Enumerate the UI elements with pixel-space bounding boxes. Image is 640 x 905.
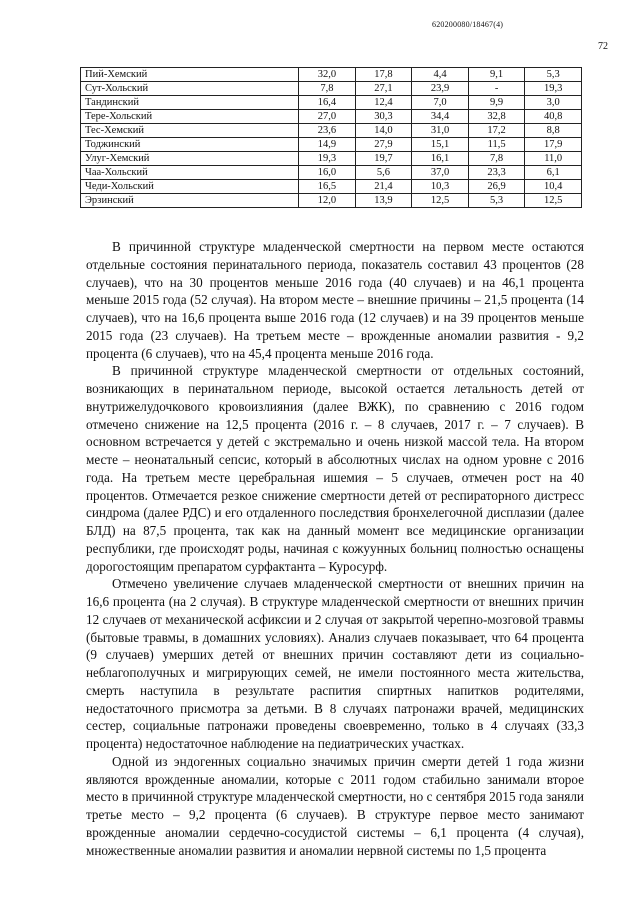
paragraph-4: Одной из эндогенных социально значимых причин смерти детей 1 года жизни являются врожденные аномалии, которые с 2011 годом стабильно занимали второе место в причинной структуре младенческой смертности, но с сентября 2015 года заняли третье место – 9,2 процента (6 случаев). В структуре первое место занимают врожденные аномалии сердечно-сосудистой системы – 6,1 процента (4 случая), множественные аномалии развития и аномалии нервной системы по 1,5 процента <box>86 753 584 858</box>
value-cell: 13,9 <box>355 194 412 208</box>
district-name-cell: Эрзинский <box>81 194 299 208</box>
value-cell: 8,8 <box>525 124 582 138</box>
value-cell: 19,3 <box>299 152 356 166</box>
table-row <box>81 68 582 82</box>
district-name-cell: Чаа-Хольский <box>81 166 299 180</box>
table-row <box>81 124 582 138</box>
table-row <box>81 180 582 194</box>
value-cell: 12,5 <box>525 194 582 208</box>
value-cell: 19,7 <box>355 152 412 166</box>
table-row <box>81 96 582 110</box>
value-cell: 16,4 <box>299 96 356 110</box>
value-cell: 7,8 <box>468 152 525 166</box>
value-cell: 12,5 <box>412 194 469 208</box>
table-row <box>81 152 582 166</box>
district-name-cell: Тоджинский <box>81 138 299 152</box>
value-cell: 32,8 <box>468 110 525 124</box>
value-cell: 15,1 <box>412 138 469 152</box>
value-cell: 11,5 <box>468 138 525 152</box>
table-row <box>81 138 582 152</box>
value-cell: 10,3 <box>412 180 469 194</box>
value-cell: 21,4 <box>355 180 412 194</box>
value-cell: 3,0 <box>525 96 582 110</box>
value-cell: 9,9 <box>468 96 525 110</box>
table-body <box>81 68 582 208</box>
value-cell: 7,0 <box>412 96 469 110</box>
value-cell: 27,1 <box>355 82 412 96</box>
district-name-cell: Сут-Хольский <box>81 82 299 96</box>
value-cell: 26,9 <box>468 180 525 194</box>
district-name-cell: Улуг-Хемский <box>81 152 299 166</box>
table-row <box>81 110 582 124</box>
document-id: 620200080/18467(4) <box>432 20 504 29</box>
value-cell: 23,9 <box>412 82 469 96</box>
value-cell: 10,4 <box>525 180 582 194</box>
value-cell: 17,2 <box>468 124 525 138</box>
table-row <box>81 194 582 208</box>
value-cell: 12,4 <box>355 96 412 110</box>
page-number: 72 <box>598 41 608 52</box>
value-cell: 19,3 <box>525 82 582 96</box>
value-cell: 7,8 <box>299 82 356 96</box>
value-cell: 23,3 <box>468 166 525 180</box>
district-name-cell: Тес-Хемский <box>81 124 299 138</box>
district-name-cell: Пий-Хемский <box>81 68 299 82</box>
district-name-cell: Тере-Хольский <box>81 110 299 124</box>
body-text <box>86 238 584 859</box>
value-cell: 16,1 <box>412 152 469 166</box>
paragraph-2: В причинной структуре младенческой смертности от отдельных состояний, возникающих в перинатальном периоде, высокой остается летальность детей от внутрижелудочкового кровоизлияния (далее ВЖК), по сравнению с 2016 годом отмечено снижение на 12,5 процента (2016 г. – 8 случаев, 2017 г. – 7 случаев). В основном встречается у детей с экстремально и очень низкой массой тела. На втором месте – неонатальный сепсис, который в абсолютных числах на одном уровне с 2016 года. На третьем месте церебральная ишемия – 5 случаев, отмечен рост на 40 процентов. Отмечается резкое снижение смертности детей от респираторного дистресс синдрома (далее РДС) и его отдаленного последствия бронхелегочной дисплазии (далее БЛД) на 87,5 процента, так как на данный момент все медицинские организации республики, где происходят роды, начиная с кожуунных больниц полностью оснащены дорогостоящим препаратом сурфактанта – Куросурф. <box>86 363 584 574</box>
value-cell: 4,4 <box>412 68 469 82</box>
value-cell: 9,1 <box>468 68 525 82</box>
value-cell: 17,8 <box>355 68 412 82</box>
value-cell: 17,9 <box>525 138 582 152</box>
value-cell: 14,0 <box>355 124 412 138</box>
value-cell: 11,0 <box>525 152 582 166</box>
value-cell: 30,3 <box>355 110 412 124</box>
paragraph-1: В причинной структуре младенческой смертности на первом месте остаются отдельные состояния перинатального периода, показатель составил 43 процентов (28 случаев), что на 30 процентов меньше 2016 года (40 случаев) и на 46,1 процента меньше 2015 года (52 случая). На втором месте – внешние причины – 21,5 процента (14 случаев), что на 16,6 процента выше 2016 года (12 случаев) и на 39 процентов меньше 2015 года (23 случаев). На третьем месте – врожденные аномалии развития - 9,2 процента (6 случаев), что на 45,4 процента меньше 2016 года. <box>86 239 584 361</box>
value-cell: 37,0 <box>412 166 469 180</box>
value-cell: 16,5 <box>299 180 356 194</box>
district-stats-table <box>80 67 582 208</box>
value-cell: 6,1 <box>525 166 582 180</box>
value-cell: 5,6 <box>355 166 412 180</box>
table-row <box>81 82 582 96</box>
paragraph-3: Отмечено увеличение случаев младенческой смертности от внешних причин на 16,6 процента (на 2 случая). В структуре младенческой смертности от внешних причин 12 случаев от механической асфиксии и 2 случая от закрытой черепно-мозговой травмы (бытовые травмы, в домашних условиях). Анализ случаев показывает, что 64 процента (9 случаев) умерших детей от внешних причин составляют дети из социально-неблагополучных и мигрирующих семей, не имели постоянного места жительства, смерть наступила в результате распития спиртных напитков родителями, недостаточного присмотра за детьми. В 8 случаях патронажи врачей, медицинских сестер, социальные патронажи проведены своевременно, только в 4 случаях (33,3 процента) недостаточное наблюдение на педиатрических участках. <box>86 576 584 751</box>
value-cell: - <box>468 82 525 96</box>
value-cell: 27,9 <box>355 138 412 152</box>
value-cell: 16,0 <box>299 166 356 180</box>
value-cell: 5,3 <box>468 194 525 208</box>
value-cell: 5,3 <box>525 68 582 82</box>
value-cell: 32,0 <box>299 68 356 82</box>
value-cell: 27,0 <box>299 110 356 124</box>
district-name-cell: Тандинский <box>81 96 299 110</box>
value-cell: 31,0 <box>412 124 469 138</box>
district-name-cell: Чеди-Хольский <box>81 180 299 194</box>
value-cell: 23,6 <box>299 124 356 138</box>
value-cell: 14,9 <box>299 138 356 152</box>
value-cell: 40,8 <box>525 110 582 124</box>
value-cell: 34,4 <box>412 110 469 124</box>
value-cell: 12,0 <box>299 194 356 208</box>
table-row <box>81 166 582 180</box>
